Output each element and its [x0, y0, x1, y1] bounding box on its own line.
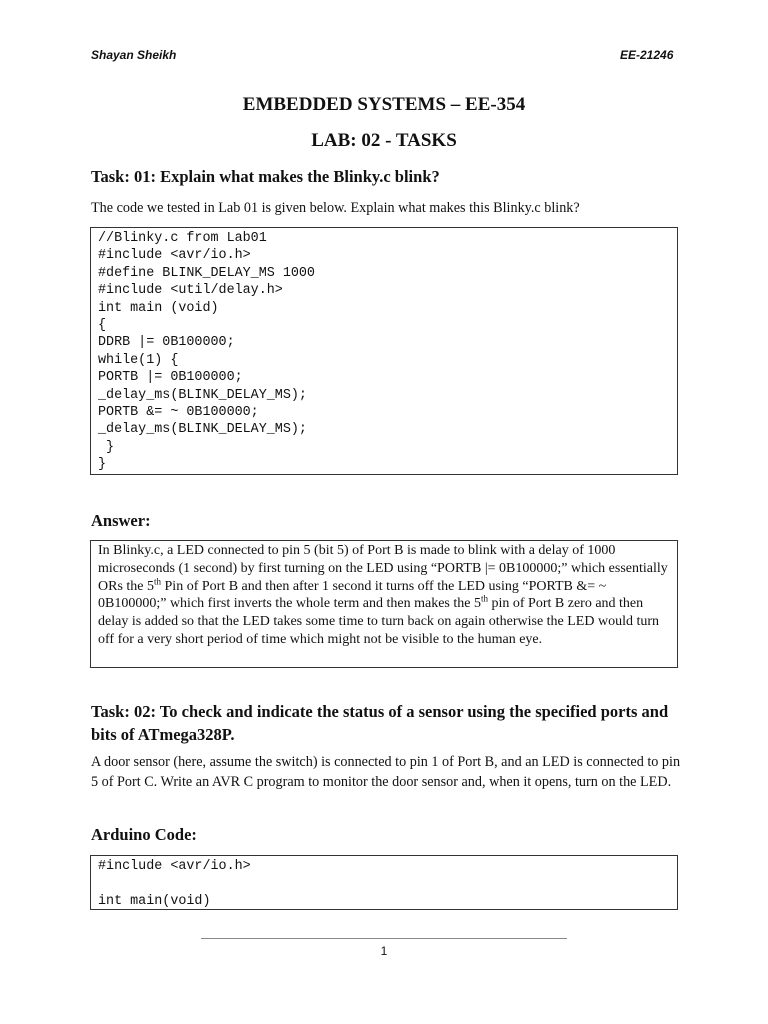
header-student-id: EE-21246: [620, 48, 674, 62]
lab-title: LAB: 02 - TASKS: [311, 130, 457, 151]
answer-text-part1: In Blinky.c, a LED connected to pin 5 (bit 5) of Port B is made to blink with a delay of 1000 microseconds (1 second) by first turning on the LED using “PORTB |= 0B100000;” which essentially ORs the 5: [98, 543, 668, 594]
task1-code-box: [90, 227, 678, 475]
task1-intro: The code we tested in Lab 01 is given below. Explain what makes this Blinky.c blink?: [91, 200, 580, 216]
task2-code: #include <avr/io.h> int main(void): [98, 859, 251, 909]
task1-code: //Blinky.c from Lab01 #include <avr/io.h> #define BLINK_DELAY_MS 1000 #include <util/delay.h> int main (void) { DDRB |= 0B100000; while(1) { PORTB |= 0B100000; _delay_ms(BLINK_DELAY_MS); PORTB &= ~ 0B100000; _delay_ms(BLINK_DELAY_MS); } }: [98, 231, 315, 473]
answer-box: [90, 540, 678, 668]
answer-text-part3: pin of Port B zero and then delay is added so that the LED takes some time to turn back on again otherwise the LED would turn off for a very short period of time which might not be visible to the human eye.: [98, 596, 660, 647]
code-heading: Arduino Code:: [91, 825, 197, 844]
answer-heading: Answer:: [91, 511, 151, 530]
answer-superscript-2: th: [480, 593, 488, 604]
page-number: 1: [380, 944, 388, 958]
task1-heading: Task: 01: Explain what makes the Blinky.c blink?: [91, 167, 440, 186]
task2-code-box: [90, 855, 678, 910]
answer-superscript-1: th: [154, 575, 162, 586]
task2-intro: A door sensor (here, assume the switch) is connected to pin 1 of Port B, and an LED is connected to pin 5 of Port C. Write an AVR C program to monitor the door sensor and, when it opens, turn on the LED.: [91, 754, 681, 790]
answer-text-part2: Pin of Port B and then after 1 second it turns off the LED using “PORTB &= ~ 0B100000;” which first inverts the whole term and then makes the 5: [98, 578, 607, 612]
task2-heading: Task: 02: To check and indicate the status of a sensor using the specified ports and bits of ATmega328P.: [91, 702, 669, 744]
course-title: EMBEDDED SYSTEMS – EE-354: [242, 94, 526, 115]
footer-divider: [201, 938, 567, 939]
header-author: Shayan Sheikh: [91, 48, 177, 62]
